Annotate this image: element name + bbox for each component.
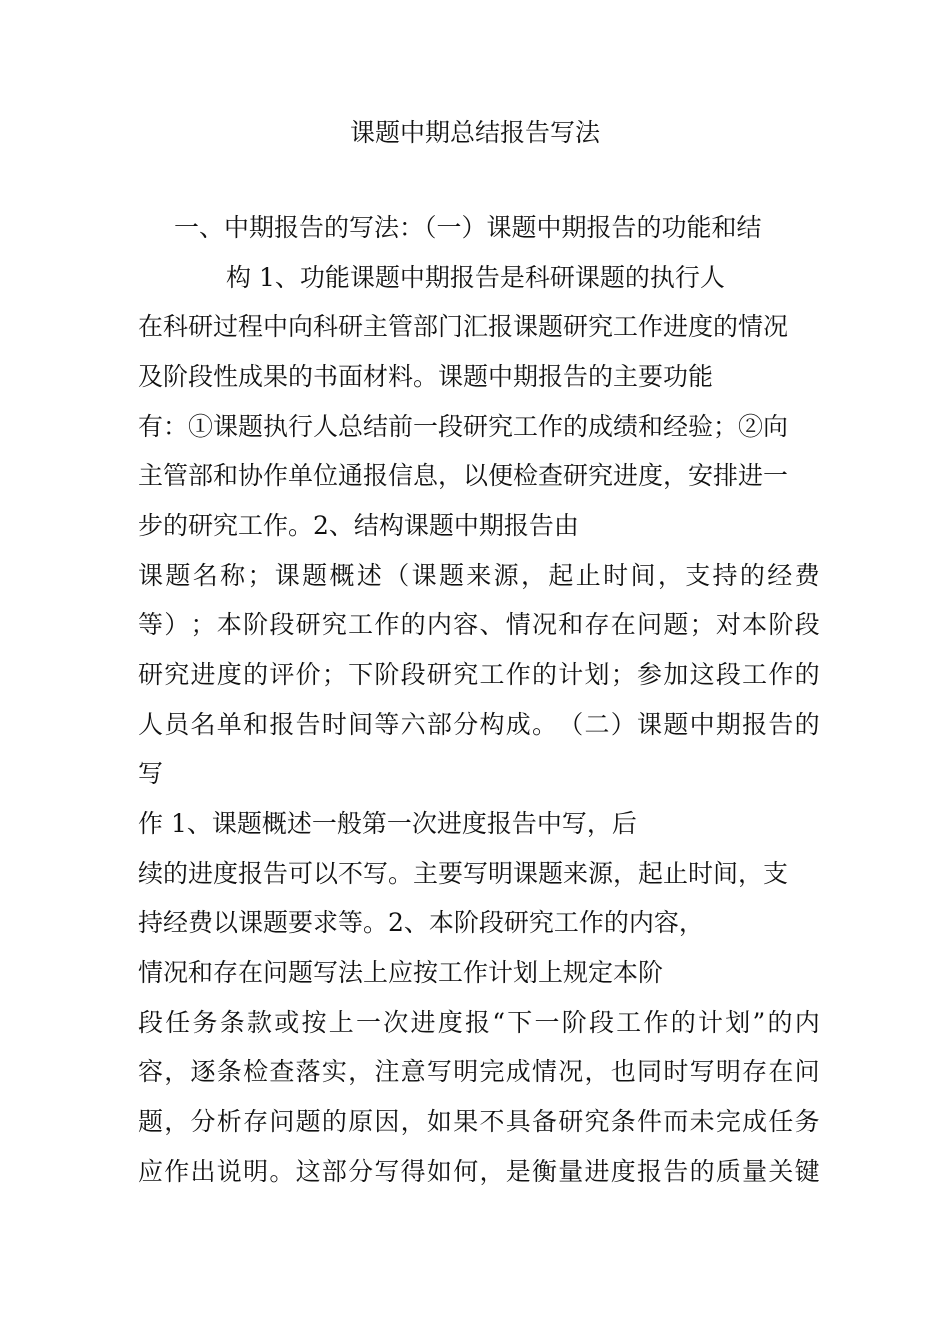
text-char: 期 <box>715 710 741 739</box>
text-line-13: 作 1、课题概述一般第一次进度报告中写，后 <box>138 809 637 838</box>
text-char: 报 <box>269 710 295 739</box>
text-char: 分 <box>190 1107 216 1136</box>
text-char: ； <box>689 610 715 639</box>
text-char: 六 <box>400 710 426 739</box>
text-char: 工 <box>616 1008 642 1037</box>
text-char: 的 <box>689 1157 715 1186</box>
text-char: 二 <box>584 710 610 739</box>
text-char: 情 <box>531 1057 557 1086</box>
text-char: 务 <box>192 1008 218 1037</box>
text-char: 出 <box>190 1157 216 1186</box>
text-char: 段 <box>138 1008 164 1037</box>
text-char: 费 <box>794 561 820 590</box>
text-char: 存 <box>243 1107 269 1136</box>
text-char: 的 <box>739 561 765 590</box>
text-char: 明 <box>715 1057 741 1086</box>
text-char: 作 <box>374 610 400 639</box>
text-char: ； <box>190 610 216 639</box>
text-char: 按 <box>301 1008 327 1037</box>
text-char: 写 <box>426 1057 452 1086</box>
text-char: 和 <box>243 710 269 739</box>
text-char: 题 <box>438 561 464 590</box>
text-char: 得 <box>400 1157 426 1186</box>
text-char: 源 <box>493 561 519 590</box>
text-char: 究 <box>453 660 479 689</box>
text-char: 问 <box>794 1057 820 1086</box>
text-line-11 <box>138 708 820 742</box>
text-line-14: 续的进度报告可以不写。主要写明课题来源，起止时间，支 <box>138 859 789 888</box>
text-line-2: 构 1、功能课题中期报告是科研课题的执行人 <box>226 263 725 292</box>
text-char: 同 <box>637 1057 663 1086</box>
text-line-12: 写 <box>138 759 164 788</box>
text-char: 来 <box>466 561 492 590</box>
text-char: 进 <box>584 1157 610 1186</box>
text-char: 款 <box>247 1008 273 1037</box>
text-char: ” <box>752 1008 766 1037</box>
text-char: 在 <box>768 1057 794 1086</box>
text-char: 一 <box>534 1008 560 1037</box>
text-line-15: 持经费以课题要求等。2、本阶段研究工作的内容， <box>138 908 704 937</box>
text-char: 名 <box>192 561 218 590</box>
text-char: 、 <box>479 610 505 639</box>
text-char: 果 <box>453 1107 479 1136</box>
text-char: 单 <box>216 710 242 739</box>
text-char: 备 <box>531 1107 557 1136</box>
text-char: 下 <box>507 1008 533 1037</box>
text-char: 段 <box>715 660 741 689</box>
text-char: 课 <box>274 561 300 590</box>
text-line-10 <box>138 658 820 692</box>
text-char: 告 <box>295 710 321 739</box>
text-char: 意 <box>400 1057 426 1086</box>
text-char: 题 <box>302 561 328 590</box>
text-char: 逐 <box>190 1057 216 1086</box>
text-char: 下 <box>348 660 374 689</box>
text-char: 质 <box>715 1157 741 1186</box>
text-char: ， <box>479 1157 505 1186</box>
text-char: 任 <box>768 1107 794 1136</box>
text-char: 课 <box>411 561 437 590</box>
text-char: 研 <box>426 660 452 689</box>
text-char: 段 <box>400 660 426 689</box>
text-char: 是 <box>505 1157 531 1186</box>
text-char: 的 <box>794 660 820 689</box>
text-char: 查 <box>269 1057 295 1086</box>
text-char: 课 <box>637 710 663 739</box>
text-char: 衡 <box>531 1157 557 1186</box>
text-char: 度 <box>610 1157 636 1186</box>
text-line-4: 及阶段性成果的书面材料。课题中期报告的主要功能 <box>138 362 714 391</box>
text-line-20 <box>138 1155 820 1189</box>
text-line-16: 情况和存在问题写法上应按工作计划上规定本阶 <box>138 958 664 987</box>
text-char: 内 <box>794 1008 820 1037</box>
text-char: 概 <box>329 561 355 590</box>
text-char: 成 <box>742 1107 768 1136</box>
text-char: 经 <box>767 561 793 590</box>
text-char: 问 <box>269 1107 295 1136</box>
text-char: 件 <box>637 1107 663 1136</box>
text-char: 阶 <box>768 610 794 639</box>
text-char: 告 <box>768 710 794 739</box>
text-char: 这 <box>689 660 715 689</box>
text-char: 未 <box>689 1107 715 1136</box>
text-char: 落 <box>295 1057 321 1086</box>
text-char: 的 <box>531 660 557 689</box>
text-char: 不 <box>479 1107 505 1136</box>
text-char: ； <box>321 660 347 689</box>
text-char: 对 <box>715 610 741 639</box>
text-char: 时 <box>663 1057 689 1086</box>
text-char: 作 <box>505 660 531 689</box>
text-line-3: 在科研过程中向科研主管部门汇报课题研究工作进度的情况 <box>138 312 789 341</box>
text-char: 工 <box>479 660 505 689</box>
text-char: 问 <box>637 610 663 639</box>
text-char: ； <box>610 660 636 689</box>
text-char: 情 <box>505 610 531 639</box>
text-char: 阶 <box>561 1008 587 1037</box>
text-char: 告 <box>663 1157 689 1186</box>
text-char: ， <box>164 1107 190 1136</box>
text-char: “ <box>492 1008 506 1037</box>
text-char: 。 <box>531 710 557 739</box>
text-char: 况 <box>558 1057 584 1086</box>
text-char: 的 <box>767 1008 793 1037</box>
text-char: 构 <box>479 710 505 739</box>
text-char: 进 <box>410 1008 436 1037</box>
text-char: 条 <box>219 1008 245 1037</box>
text-char: 分 <box>453 710 479 739</box>
text-char: 析 <box>216 1107 242 1136</box>
text-char: 明 <box>243 1157 269 1186</box>
text-char: 分 <box>348 1157 374 1186</box>
text-char: 具 <box>505 1107 531 1136</box>
text-char: 题 <box>663 710 689 739</box>
text-char: 段 <box>269 610 295 639</box>
text-char: 如 <box>426 1157 452 1186</box>
text-char: 段 <box>589 1008 615 1037</box>
text-char: ， <box>348 1057 374 1086</box>
text-char: 划 <box>584 660 610 689</box>
text-char: 量 <box>742 1157 768 1186</box>
text-char: 时 <box>321 710 347 739</box>
text-char: 。 <box>269 1157 295 1186</box>
text-char: 名 <box>190 710 216 739</box>
text-char: 等 <box>138 610 164 639</box>
text-char: ； <box>247 561 273 590</box>
text-char: 间 <box>630 561 656 590</box>
text-char: 内 <box>426 610 452 639</box>
text-char: 阶 <box>374 660 400 689</box>
text-char: 检 <box>243 1057 269 1086</box>
text-char: 部 <box>426 710 452 739</box>
text-char: 支 <box>685 561 711 590</box>
text-char: 评 <box>269 660 295 689</box>
document-title: 课题中期总结报告写法 <box>349 118 600 147</box>
text-char: 参 <box>637 660 663 689</box>
text-char: 计 <box>558 660 584 689</box>
text-char: 说 <box>216 1157 242 1186</box>
text-char: 一 <box>356 1008 382 1037</box>
text-char: 的 <box>400 610 426 639</box>
text-line-1: 一、中期报告的写法：（一）课题中期报告的功能和结 <box>174 213 762 242</box>
text-char: 部 <box>321 1157 347 1186</box>
text-char: 题 <box>295 1107 321 1136</box>
text-char: 这 <box>295 1157 321 1186</box>
text-char: 工 <box>742 660 768 689</box>
text-char: 存 <box>742 1057 768 1086</box>
text-char: 在 <box>610 610 636 639</box>
text-char: ） <box>164 610 190 639</box>
text-char: 容 <box>453 610 479 639</box>
text-char: 存 <box>584 610 610 639</box>
text-char: 成 <box>505 1057 531 1086</box>
text-line-19 <box>138 1105 820 1139</box>
text-char: 因 <box>374 1107 400 1136</box>
text-char: ， <box>164 1057 190 1086</box>
text-char: 写 <box>374 1157 400 1186</box>
text-char: 度 <box>216 660 242 689</box>
text-char: 或 <box>274 1008 300 1037</box>
text-char: 务 <box>794 1107 820 1136</box>
text-char: 持 <box>712 561 738 590</box>
text-char: 量 <box>558 1157 584 1186</box>
text-char: 述 <box>356 561 382 590</box>
text-char: 况 <box>531 610 557 639</box>
text-char: 段 <box>794 610 820 639</box>
text-char: ， <box>521 561 547 590</box>
text-char: 时 <box>603 561 629 590</box>
text-line-18 <box>138 1055 820 1089</box>
text-char: 进 <box>190 660 216 689</box>
text-char: ， <box>584 1057 610 1086</box>
text-char: 注 <box>374 1057 400 1086</box>
text-char: 何 <box>453 1157 479 1186</box>
text-char: 写 <box>689 1057 715 1086</box>
text-char: 研 <box>558 1107 584 1136</box>
text-char: 条 <box>610 1107 636 1136</box>
text-char: 止 <box>575 561 601 590</box>
text-line-6: 主管部和协作单位通报信息，以便检查研究进度，安排进一 <box>138 461 789 490</box>
text-char: 工 <box>348 610 374 639</box>
text-char: 加 <box>663 660 689 689</box>
text-char: 题 <box>663 610 689 639</box>
text-char: 而 <box>663 1107 689 1136</box>
text-char: 作 <box>768 660 794 689</box>
text-char: 完 <box>715 1107 741 1136</box>
text-char: 完 <box>479 1057 505 1086</box>
text-char: 作 <box>164 1157 190 1186</box>
text-char: （ <box>558 710 584 739</box>
text-char: 和 <box>558 610 584 639</box>
text-char: 研 <box>138 660 164 689</box>
text-char: 实 <box>321 1057 347 1086</box>
text-char: 明 <box>453 1057 479 1086</box>
text-char: 阶 <box>243 610 269 639</box>
text-char: 条 <box>216 1057 242 1086</box>
text-char: 本 <box>742 610 768 639</box>
text-char: 关 <box>768 1157 794 1186</box>
text-char: ， <box>400 1107 426 1136</box>
text-char: 报 <box>465 1008 491 1037</box>
text-char: 间 <box>348 710 374 739</box>
text-char: 课 <box>138 561 164 590</box>
text-char: 起 <box>548 561 574 590</box>
text-char: 的 <box>243 660 269 689</box>
text-char: 等 <box>374 710 400 739</box>
text-char: （ <box>384 561 410 590</box>
text-char: 上 <box>328 1008 354 1037</box>
text-char: 应 <box>138 1157 164 1186</box>
text-char: 本 <box>216 610 242 639</box>
text-line-7: 步的研究工作。2、结构课题中期报告由 <box>138 511 579 540</box>
text-char: 的 <box>670 1008 696 1037</box>
text-char: 究 <box>584 1107 610 1136</box>
text-char: 研 <box>295 610 321 639</box>
text-line-17 <box>138 1006 820 1040</box>
text-char: 究 <box>321 610 347 639</box>
text-char: 度 <box>437 1008 463 1037</box>
text-char: 的 <box>321 1107 347 1136</box>
text-char: 价 <box>295 660 321 689</box>
text-char: 的 <box>794 710 820 739</box>
text-line-8 <box>138 559 820 593</box>
text-char: 原 <box>348 1107 374 1136</box>
text-char: 称 <box>220 561 246 590</box>
text-char: ， <box>657 561 683 590</box>
text-char: 如 <box>426 1107 452 1136</box>
text-char: 也 <box>610 1057 636 1086</box>
text-char: 作 <box>643 1008 669 1037</box>
text-char: 报 <box>742 710 768 739</box>
text-char: 任 <box>165 1008 191 1037</box>
text-char: 员 <box>164 710 190 739</box>
text-char: 报 <box>637 1157 663 1186</box>
text-line-5: 有：①课题执行人总结前一段研究工作的成绩和经验；②向 <box>138 412 789 441</box>
text-char: 计 <box>698 1008 724 1037</box>
text-char: 次 <box>383 1008 409 1037</box>
text-char: 成 <box>505 710 531 739</box>
text-char: 人 <box>138 710 164 739</box>
text-char: 容 <box>138 1057 164 1086</box>
text-char: 题 <box>165 561 191 590</box>
text-char: 题 <box>138 1107 164 1136</box>
text-char: 中 <box>689 710 715 739</box>
text-char: 究 <box>164 660 190 689</box>
text-char: 键 <box>794 1157 820 1186</box>
text-char: ） <box>610 710 636 739</box>
text-line-9 <box>138 608 820 642</box>
text-char: 划 <box>725 1008 751 1037</box>
